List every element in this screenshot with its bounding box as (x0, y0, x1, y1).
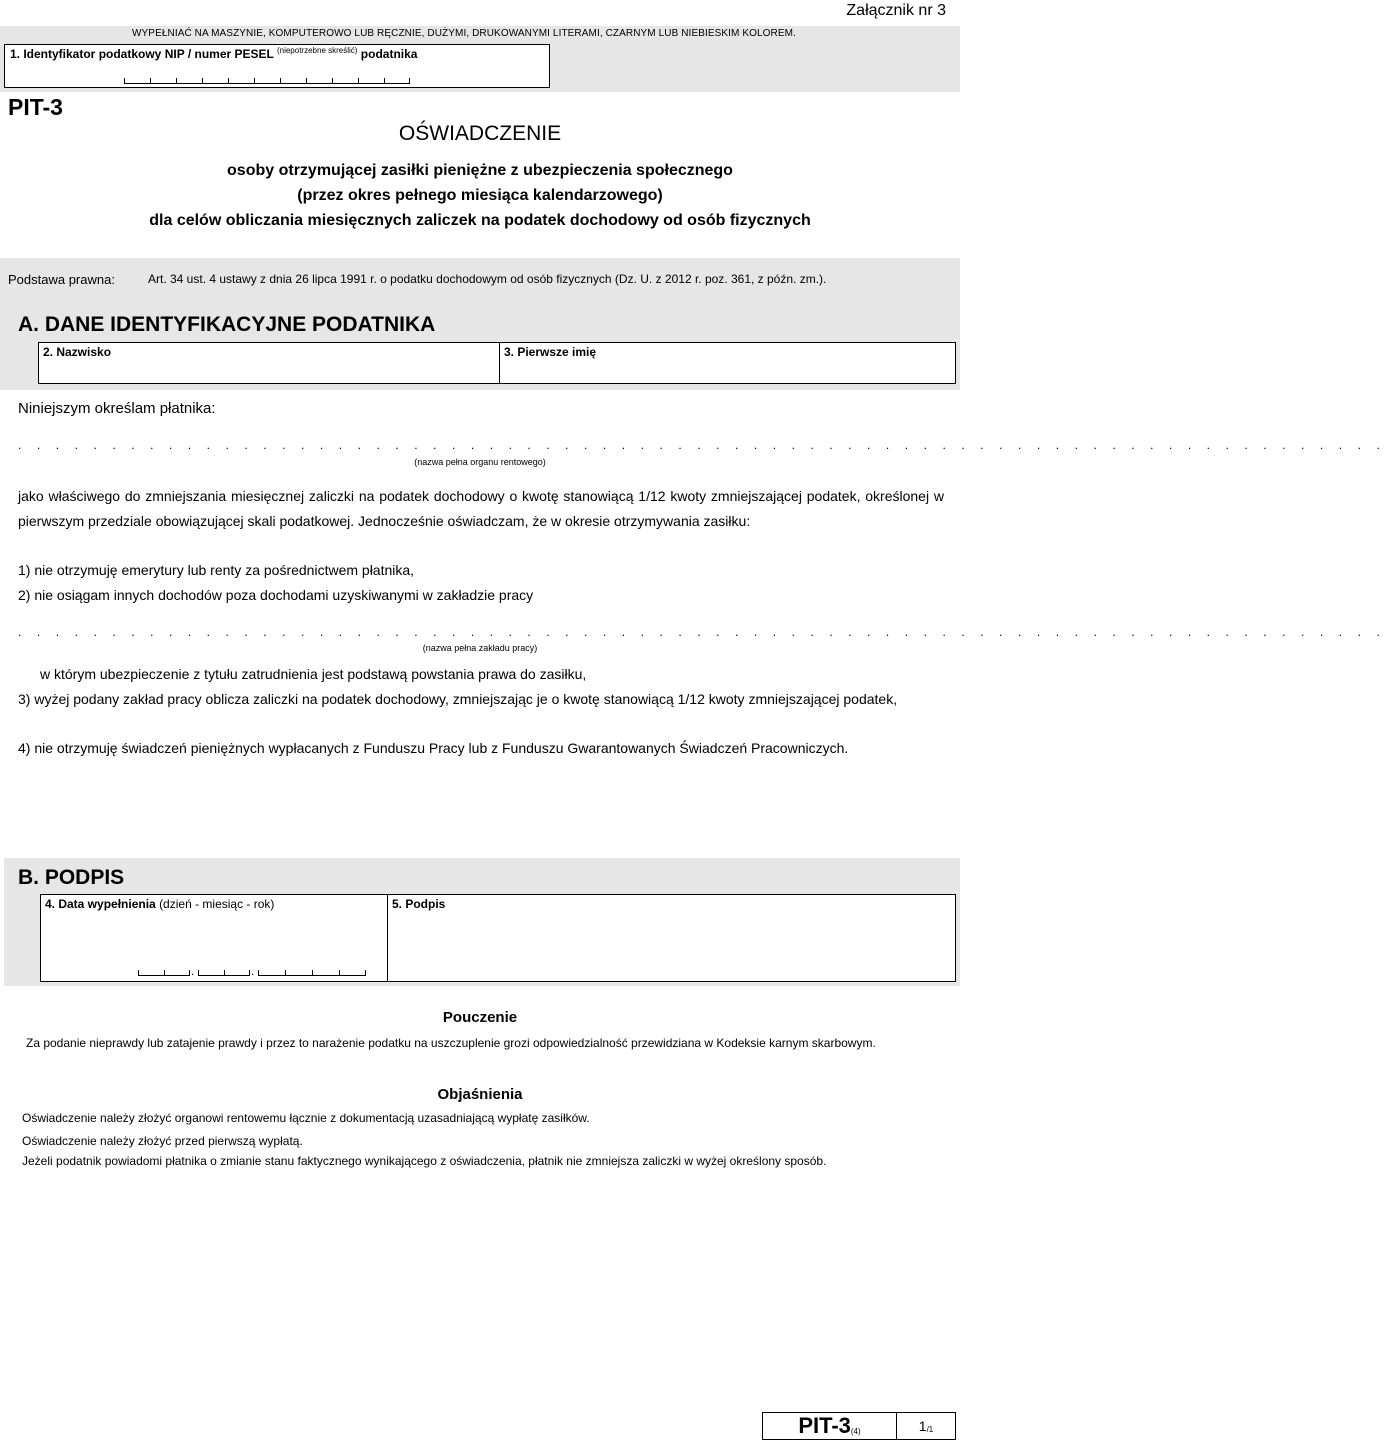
footer-form-version: (4) (850, 1426, 861, 1436)
fill-instruction: WYPEŁNIAĆ NA MASZYNIE, KOMPUTEROWO LUB RĘCZNIE, DUŻYMI, DRUKOWANYMI LITERAMI, CZARNYM LUB NIEBIESKIM KOLOREM. (132, 28, 796, 39)
date-separator-2: . (251, 964, 255, 978)
declaration-paragraph: jako właściwego do zmniejszania miesięcznej zaliczki na podatek dochodowy o kwotę stanowiącą 1/12 kwoty zmniejszającej podatek, określonej w pierwszym przedziale obowiązującej skali podatkowej. Jednocześnie oświadczam, że w okresie otrzymywania zasiłku: (18, 488, 944, 529)
surname-field[interactable] (38, 342, 500, 384)
footer-form-code: PIT-3 (798, 1413, 851, 1438)
footer-page-number: 1 (918, 1418, 927, 1434)
footer-page-total: /1 (926, 1424, 934, 1434)
declaration-item-2-continued: w którym ubezpieczenie z tytułu zatrudnienia jest podstawą powstania prawa do zasiłku, (40, 666, 587, 682)
first-name-label: 3. Pierwsze imię (504, 345, 597, 359)
payer-name-line[interactable]: . . . . . . . . . . . . . . . . . . . . . . . . . . . . . . . . . . . . . . . . . . . . . . . . . . . . . . . . . . . . . . . . . . . . . . . . . (18, 438, 1386, 452)
section-a-title: A. DANE IDENTYFIKACYJNE PODATNIKA (18, 313, 436, 336)
objasnienia-line-2: Oświadczenie należy złożyć przed pierwszą wypłatą. (22, 1134, 303, 1148)
payer-name-caption: (nazwa pełna organu rentowego) (414, 457, 546, 467)
objasnienia-title: Objaśnienia (437, 1086, 523, 1103)
legal-basis-text: Art. 34 ust. 4 ustawy z dnia 26 lipca 1991 r. o podatku dochodowym od osób fizycznych (Dz. U. z 2012 r. poz. 361, z późn. zm.). (148, 272, 827, 286)
date-separator-1: . (191, 964, 195, 978)
legal-basis-label: Podstawa prawna: (8, 272, 115, 287)
employer-name-caption: (nazwa pełna zakładu pracy) (422, 643, 538, 653)
subtitle-line-3: dla celów obliczania miesięcznych zaliczek na podatek dochodowy od osób fizycznych (149, 212, 811, 229)
date-comb-year (258, 968, 366, 976)
footer-page-cell (897, 1413, 955, 1439)
objasnienia-line-1: Oświadczenie należy złożyć organowi rentowemu łącznie z dokumentacją uzasadniającą wypłatę zasiłków. (22, 1111, 590, 1125)
declaration-item-1: 1) nie otrzymuję emerytury lub renty za pośrednictwem płatnika, (18, 562, 415, 578)
pouczenie-text: Za podanie nieprawdy lub zatajenie prawdy i przez to narażenie podatku na uszczuplenie grozi odpowiedzialność przewidziana w Kodeksie karnym skarbowym. (26, 1036, 876, 1050)
date-label: 4. Data wypełnienia (dzień - miesiąc - rok) (45, 897, 275, 911)
first-name-field[interactable] (499, 342, 956, 384)
footer-code-cell (763, 1413, 897, 1439)
signature-label: 5. Podpis (392, 897, 446, 911)
nip-comb-boxes (124, 76, 410, 84)
signature-field[interactable] (387, 894, 956, 982)
date-comb-month (198, 968, 250, 976)
objasnienia-line-3: Jeżeli podatnik powiadomi płatnika o zmianie stanu faktycznego wynikającego z oświadczenia, płatnik nie zmniejsza zaliczki w wyżej określony sposób. (22, 1154, 827, 1168)
form-code: PIT-3 (8, 94, 63, 120)
footer-form-id (762, 1412, 956, 1440)
date-comb-day (138, 968, 190, 976)
page-title: OŚWIADCZENIE (398, 122, 562, 145)
employer-name-line[interactable]: . . . . . . . . . . . . . . . . . . . . . . . . . . . . . . . . . . . . . . . . . . . . . . . . . . . . . . . . . . . . . . . . . . . . . . . . . (18, 625, 1386, 639)
section-b-title: B. PODPIS (18, 866, 125, 889)
surname-label: 2. Nazwisko (43, 345, 112, 359)
annex-label: Załącznik nr 3 (846, 2, 946, 19)
payer-intro: Niniejszym określam płatnika: (18, 400, 216, 417)
pouczenie-title: Pouczenie (442, 1009, 518, 1026)
nip-pesel-label: 1. Identyfikator podatkowy NIP / numer PESEL $^{(niepotrzebne skreślić)}$ podatnika (10, 46, 418, 61)
subtitle-line-1: osoby otrzymującej zasiłki pieniężne z ubezpieczenia społecznego (227, 162, 733, 179)
declaration-item-4: 4) nie otrzymuję świadczeń pieniężnych wypłacanych z Funduszu Pracy lub z Funduszu Gwarantowanych Świadczeń Pracowniczych. (18, 740, 849, 756)
declaration-item-2: 2) nie osiągam innych dochodów poza dochodami uzyskiwanymi w zakładzie pracy (18, 587, 534, 603)
declaration-item-3: 3) wyżej podany zakład pracy oblicza zaliczki na podatek dochodowy, zmniejszając je o kwotę stanowiącą 1/12 kwoty zmniejszającej podatek, (18, 691, 898, 707)
subtitle-line-2: (przez okres pełnego miesiąca kalendarzowego) (297, 187, 663, 204)
